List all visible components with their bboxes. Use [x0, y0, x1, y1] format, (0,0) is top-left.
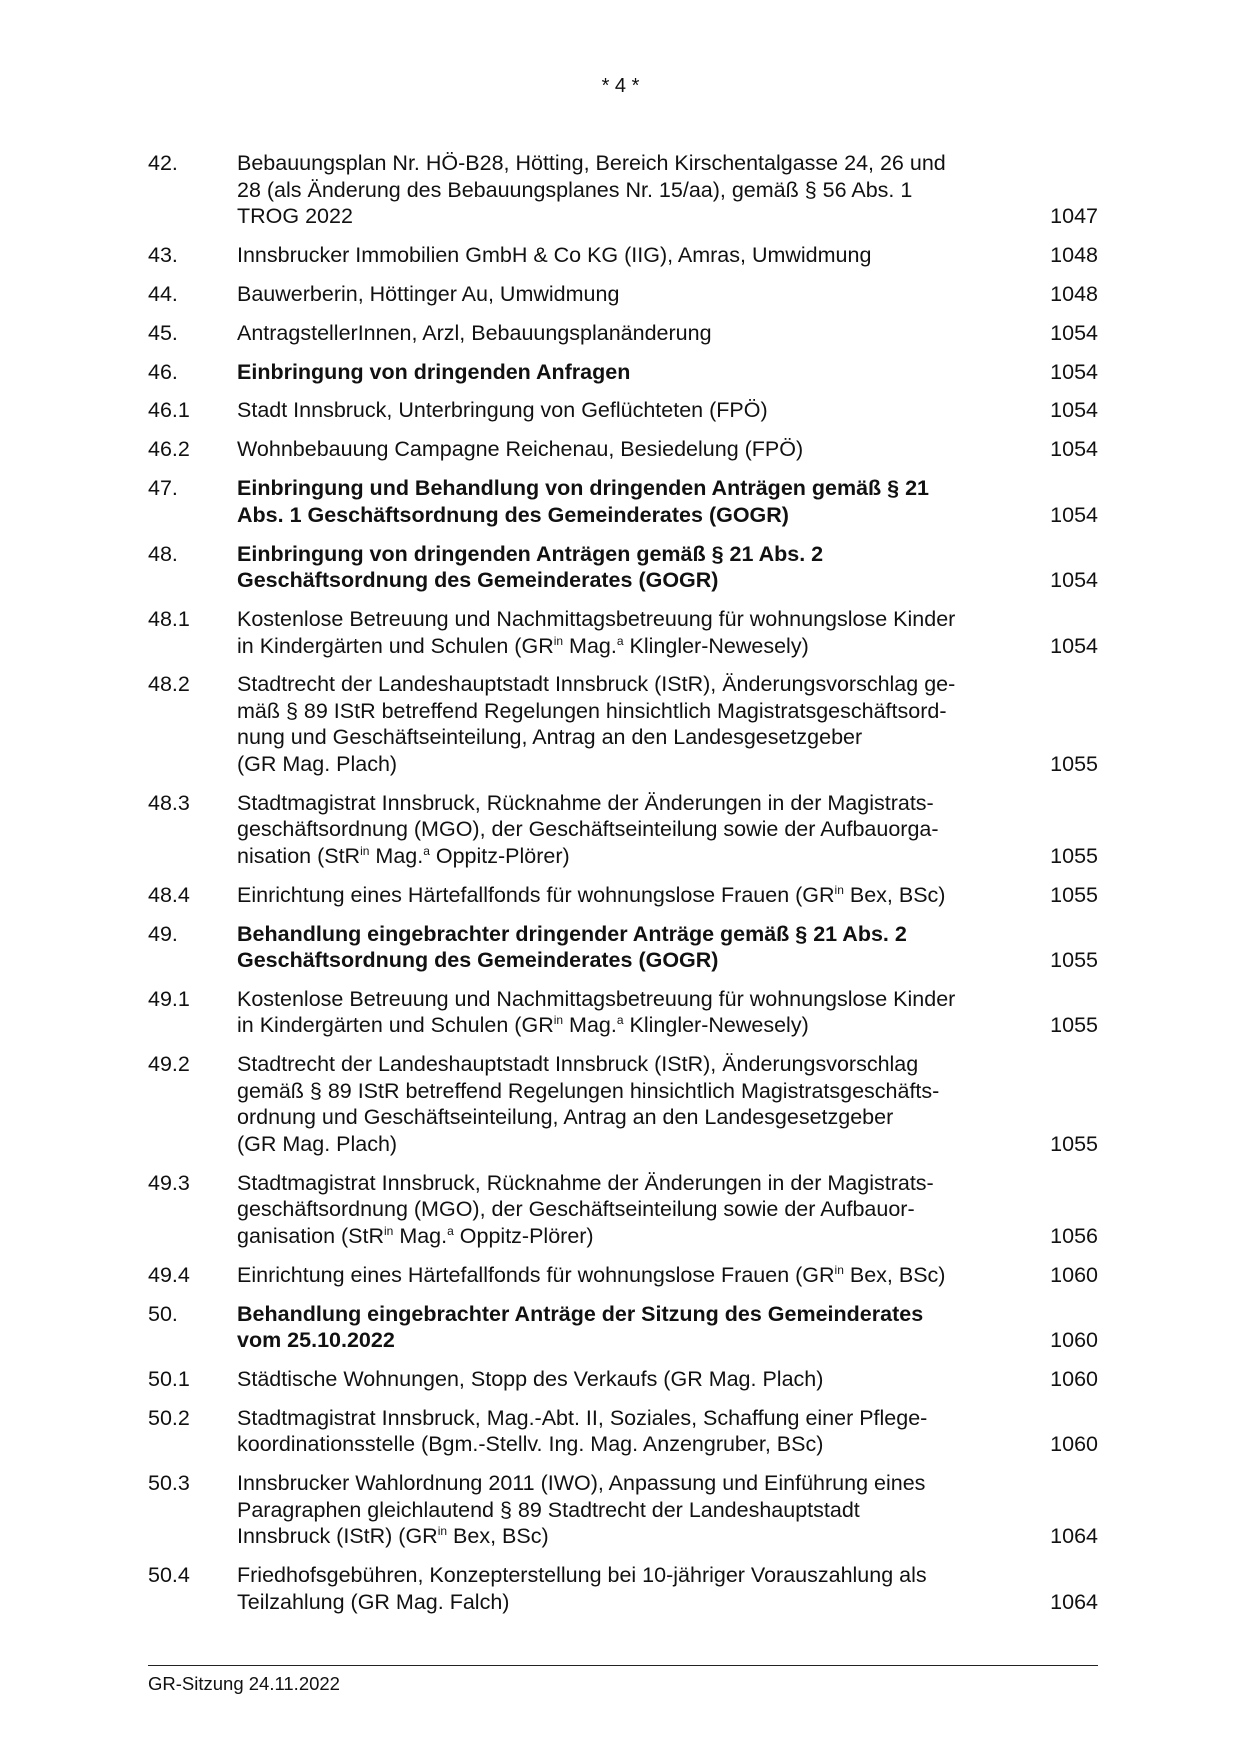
toc-entry-number: 50.4 [148, 1563, 190, 1588]
text-run: Mag. [393, 1223, 448, 1248]
toc-entry [148, 1051, 1098, 1157]
toc-entry-title-line [237, 1131, 986, 1158]
superscript: in [360, 843, 370, 858]
text-run: ordnung und Geschäftseinteilung, Antrag an den Landesgesetzgeber [237, 1105, 894, 1130]
toc-entry-page: 1055 [1050, 843, 1098, 868]
text-run: mäß § 89 IStR betreffend Regelungen hinsichtlich Magistratsgeschäftsord- [237, 698, 947, 723]
toc-entry-page: 1055 [1050, 948, 1098, 973]
toc-entry-title-line [237, 633, 986, 660]
superscript: in [553, 1013, 564, 1028]
toc-entry-page: 1054 [1050, 398, 1098, 423]
toc-entry-title-line [237, 1405, 986, 1432]
toc-entry-page: 1060 [1050, 1366, 1098, 1391]
toc-entry [148, 790, 1098, 870]
text-run: Oppitz-Plörer) [429, 843, 570, 868]
toc-entry-number: 48.1 [148, 607, 190, 632]
text-run: ganisation (StR [237, 1223, 384, 1248]
toc-entry-title [237, 671, 986, 777]
toc-entry-title [237, 921, 986, 974]
toc-entry-title [237, 1405, 986, 1458]
toc-entry-page: 1047 [1050, 204, 1098, 228]
text-run: Städtische Wohnungen, Stopp des Verkaufs (GR Mag. Plach) [237, 1366, 824, 1391]
text-run: geschäftsordnung (MGO), der Geschäftseinteilung sowie der Aufbauor- [237, 1197, 915, 1222]
toc-entry-number: 50.3 [148, 1471, 190, 1496]
toc-entry-number: 48.4 [148, 882, 190, 907]
toc-entry-number: 42. [148, 151, 178, 175]
toc-entry-page: 1056 [1050, 1223, 1098, 1248]
toc-entry-title-line [237, 567, 986, 594]
page-number: * 4 * [601, 75, 640, 97]
text-run: (GR Mag. Plach) [237, 1131, 398, 1156]
toc-entry [148, 1262, 1098, 1289]
toc-entry [148, 475, 1098, 528]
toc-entry-title [237, 1301, 986, 1354]
text-run: Einrichtung eines Härtefallfonds für wohnungslose Frauen (GR [237, 882, 835, 907]
text-run: Geschäftsordnung des Gemeinderates (GOGR) [237, 948, 719, 973]
toc-entry [148, 1405, 1098, 1458]
superscript: in [834, 1262, 844, 1277]
toc-entry [148, 986, 1098, 1039]
text-run: Einrichtung eines Härtefallfonds für wohnungslose Frauen (GR [237, 1262, 835, 1287]
toc-entry-title [237, 790, 986, 870]
toc-entry-number: 49.1 [148, 986, 190, 1011]
toc-entry-number: 49.4 [148, 1262, 190, 1287]
text-run: nisation (StR [237, 843, 361, 868]
toc-entry-title [237, 242, 986, 269]
text-run: geschäftsordnung (MGO), der Geschäftseinteilung sowie der Aufbauorga- [237, 817, 939, 842]
text-run: Geschäftsordnung des Gemeinderates (GOGR) [237, 568, 719, 593]
toc-entry-title-line [237, 1470, 986, 1497]
superscript: in [384, 1223, 394, 1238]
toc-entry-page: 1055 [1050, 882, 1098, 907]
toc-entry-title-line [237, 986, 986, 1013]
text-run: Mag. [563, 633, 617, 658]
toc-entry-number: 49. [148, 921, 178, 946]
superscript: a [616, 1013, 624, 1028]
toc-entry-title [237, 1170, 986, 1250]
toc-entry-title [237, 541, 986, 594]
text-run: Behandlung eingebrachter Anträge der Sitzung des Gemeinderates [237, 1301, 924, 1326]
toc-entry-title-line [237, 882, 986, 909]
toc-entry-page: 1054 [1050, 568, 1098, 593]
text-run: Wohnbebauung Campagne Reichenau, Besiedelung (FPÖ) [237, 437, 804, 462]
toc-entry-title-line [237, 1497, 986, 1524]
toc-entry-page: 1055 [1050, 1013, 1098, 1038]
toc-entry-title-line [237, 1431, 986, 1458]
toc-entry [148, 359, 1098, 386]
text-run: Paragraphen gleichlautend § 89 Stadtrecht der Landeshauptstadt [237, 1497, 860, 1522]
toc-entry [148, 320, 1098, 347]
toc-entry [148, 1301, 1098, 1354]
text-run: Mag. [369, 843, 424, 868]
toc-entry [148, 882, 1098, 909]
text-run: Kostenlose Betreuung und Nachmittagsbetreuung für wohnungslose Kinder [237, 607, 956, 632]
toc-entry-page: 1055 [1050, 1131, 1098, 1156]
toc-entry-title-line [237, 1051, 986, 1078]
toc-entry-title [237, 1262, 986, 1289]
toc-entry-title-line [237, 843, 986, 870]
toc-entry [148, 1470, 1098, 1550]
text-run: Klingler-Newesely) [623, 633, 809, 658]
toc-entry-title-line [237, 751, 986, 778]
text-run: Bex, BSc) [843, 882, 946, 907]
toc-entry-title [237, 1562, 986, 1615]
superscript: in [553, 633, 564, 648]
text-run: Stadtrecht der Landeshauptstadt Innsbruck (IStR), Änderungsvorschlag [237, 1052, 919, 1077]
toc-entry-title-line [237, 359, 986, 386]
text-run: Stadtmagistrat Innsbruck, Rücknahme der Änderungen in der Magistrats- [237, 1170, 934, 1195]
text-run: 28 (als Änderung des Bebauungsplanes Nr. 15/aa), gemäß § 56 Abs. 1 [237, 177, 913, 202]
text-run: Bex, BSc) [447, 1524, 549, 1549]
toc-entry-title-line [237, 320, 986, 347]
text-run: Behandlung eingebrachter dringender Anträge gemäß § 21 Abs. 2 [237, 921, 907, 946]
text-run: Bebauungsplan Nr. HÖ-B28, Hötting, Bereich Kirschentalgasse 24, 26 und [237, 151, 946, 175]
text-run: Abs. 1 Geschäftsordnung des Gemeinderates (GOGR) [237, 502, 789, 527]
footer-divider [148, 1665, 1098, 1666]
toc-entry-number: 46. [148, 359, 178, 384]
text-run: Einbringung und Behandlung von dringenden Anträgen gemäß § 21 [237, 476, 929, 501]
toc-entry-title [237, 475, 986, 528]
toc-entry [148, 150, 1098, 230]
toc-entry-title-line [237, 606, 986, 633]
toc-entry [148, 541, 1098, 594]
text-run: Bex, BSc) [843, 1262, 946, 1287]
toc-entry-title [237, 986, 986, 1039]
toc-entry-title-line [237, 1366, 986, 1393]
toc-entry-page: 1060 [1050, 1432, 1098, 1457]
text-run: Bauwerberin, Höttinger Au, Umwidmung [237, 281, 620, 306]
toc-entry-title-line [237, 1589, 986, 1616]
toc-entry-number: 49.2 [148, 1052, 190, 1077]
text-run: gemäß § 89 IStR betreffend Regelungen hinsichtlich Magistratsgeschäfts- [237, 1078, 940, 1103]
toc-entry-title [237, 397, 986, 424]
toc-entry-title-line [237, 502, 986, 529]
toc-entry-number: 48.3 [148, 790, 190, 815]
toc-entry-title-line [237, 947, 986, 974]
text-run: in Kindergärten und Schulen (GR [237, 1013, 554, 1038]
text-run: Stadt Innsbruck, Unterbringung von Geflüchteten (FPÖ) [237, 398, 768, 423]
table-of-contents [148, 150, 1098, 1627]
text-run: AntragstellerInnen, Arzl, Bebauungsplanänderung [237, 320, 712, 345]
toc-entry-title [237, 281, 986, 308]
toc-entry [148, 1366, 1098, 1393]
toc-entry-title-line [237, 475, 986, 502]
toc-entry-number: 48. [148, 541, 178, 566]
toc-entry-title-line [237, 1327, 986, 1354]
toc-entry-title-line [237, 281, 986, 308]
toc-entry-title-line [237, 1301, 986, 1328]
superscript: in [834, 882, 844, 897]
text-run: Innsbrucker Wahlordnung 2011 (IWO), Anpassung und Einführung eines [237, 1471, 926, 1496]
text-run: Innsbrucker Immobilien GmbH & Co KG (IIG), Amras, Umwidmung [237, 242, 872, 267]
toc-entry-title-line [237, 1104, 986, 1131]
toc-entry-title [237, 150, 986, 230]
text-run: in Kindergärten und Schulen (GR [237, 633, 554, 658]
text-run: Stadtrecht der Landeshauptstadt Innsbruck (IStR), Änderungsvorschlag ge- [237, 672, 956, 697]
toc-entry-number: 46.2 [148, 437, 190, 462]
toc-entry-title-line [237, 541, 986, 568]
toc-entry-title-line [237, 242, 986, 269]
toc-entry-title [237, 882, 986, 909]
toc-entry [148, 671, 1098, 777]
toc-entry [148, 1170, 1098, 1250]
footer-text: GR-Sitzung 24.11.2022 [148, 1673, 340, 1694]
toc-entry-title-line [237, 1196, 986, 1223]
toc-entry-number: 44. [148, 281, 178, 306]
toc-entry-number: 50. [148, 1301, 178, 1326]
toc-entry-page: 1054 [1050, 320, 1098, 345]
toc-entry-title-line [237, 1523, 986, 1550]
toc-entry-number: 49.3 [148, 1170, 190, 1195]
toc-entry [148, 921, 1098, 974]
toc-entry [148, 242, 1098, 269]
text-run: Einbringung von dringenden Anträgen gemäß § 21 Abs. 2 [237, 541, 824, 566]
toc-entry-title-line [237, 397, 986, 424]
toc-entry-number: 50.1 [148, 1366, 190, 1391]
toc-entry-title-line [237, 1078, 986, 1105]
toc-entry-title-line [237, 1012, 986, 1039]
superscript: a [423, 843, 430, 858]
toc-entry-title-line [237, 203, 986, 230]
text-run: Klingler-Newesely) [623, 1013, 809, 1038]
toc-entry-page: 1054 [1050, 359, 1098, 384]
toc-entry-title [237, 1051, 986, 1157]
toc-entry-title-line [237, 671, 986, 698]
superscript: in [437, 1524, 448, 1539]
toc-entry-number: 43. [148, 242, 178, 267]
text-run: Kostenlose Betreuung und Nachmittagsbetreuung für wohnungslose Kinder [237, 986, 956, 1011]
text-run: Stadtmagistrat Innsbruck, Rücknahme der Änderungen in der Magistrats- [237, 790, 934, 815]
toc-entry [148, 436, 1098, 463]
toc-entry-page: 1054 [1050, 633, 1098, 658]
text-run: Mag. [563, 1013, 617, 1038]
toc-entry-title-line [237, 698, 986, 725]
toc-entry-title-line [237, 921, 986, 948]
toc-entry-number: 45. [148, 320, 178, 345]
toc-entry-page: 1055 [1050, 751, 1098, 776]
toc-entry-page: 1060 [1050, 1262, 1098, 1287]
toc-entry-title [237, 359, 986, 386]
text-run: koordinationsstelle (Bgm.-Stellv. Ing. Mag. Anzengruber, BSc) [237, 1432, 824, 1457]
text-run: (GR Mag. Plach) [237, 751, 398, 776]
toc-entry-title-line [237, 150, 986, 177]
toc-entry-page: 1054 [1050, 437, 1098, 462]
toc-entry-title-line [237, 1170, 986, 1197]
text-run: Stadtmagistrat Innsbruck, Mag.-Abt. II, Soziales, Schaffung einer Pflege- [237, 1405, 928, 1430]
toc-entry-title [237, 436, 986, 463]
toc-entry-page: 1064 [1050, 1589, 1098, 1614]
superscript: a [447, 1223, 454, 1238]
toc-entry-number: 46.1 [148, 398, 190, 423]
text-run: Einbringung von dringenden Anfragen [237, 359, 631, 384]
toc-entry-title [237, 606, 986, 659]
toc-entry-title-line [237, 1262, 986, 1289]
toc-entry-title-line [237, 177, 986, 204]
toc-entry-page: 1064 [1050, 1524, 1098, 1549]
toc-entry-number: 48.2 [148, 672, 190, 697]
text-run: nung und Geschäftseinteilung, Antrag an den Landesgesetzgeber [237, 725, 863, 750]
toc-entry-title-line [237, 436, 986, 463]
toc-entry-page: 1048 [1050, 281, 1098, 306]
text-run: Teilzahlung (GR Mag. Falch) [237, 1589, 510, 1614]
toc-entry-number: 50.2 [148, 1405, 190, 1430]
toc-entry [148, 606, 1098, 659]
toc-entry-page: 1060 [1050, 1328, 1098, 1353]
text-run: TROG 2022 [237, 204, 353, 228]
text-run: vom 25.10.2022 [237, 1328, 395, 1353]
toc-entry-title [237, 1470, 986, 1550]
text-run: Oppitz-Plörer) [453, 1223, 594, 1248]
text-run: Friedhofsgebühren, Konzepterstellung bei 10-jähriger Vorauszahlung als [237, 1563, 927, 1588]
toc-entry-number: 47. [148, 476, 178, 501]
toc-entry [148, 281, 1098, 308]
toc-entry-title [237, 320, 986, 347]
toc-entry [148, 397, 1098, 424]
text-run: Innsbruck (IStR) (GR [237, 1524, 438, 1549]
superscript: a [616, 633, 624, 648]
toc-entry-title-line [237, 1223, 986, 1250]
toc-entry-title-line [237, 1562, 986, 1589]
toc-entry-title [237, 1366, 986, 1393]
toc-entry-page: 1048 [1050, 242, 1098, 267]
toc-entry-title-line [237, 816, 986, 843]
toc-entry [148, 1562, 1098, 1615]
toc-entry-title-line [237, 790, 986, 817]
toc-entry-title-line [237, 724, 986, 751]
toc-entry-page: 1054 [1050, 502, 1098, 527]
